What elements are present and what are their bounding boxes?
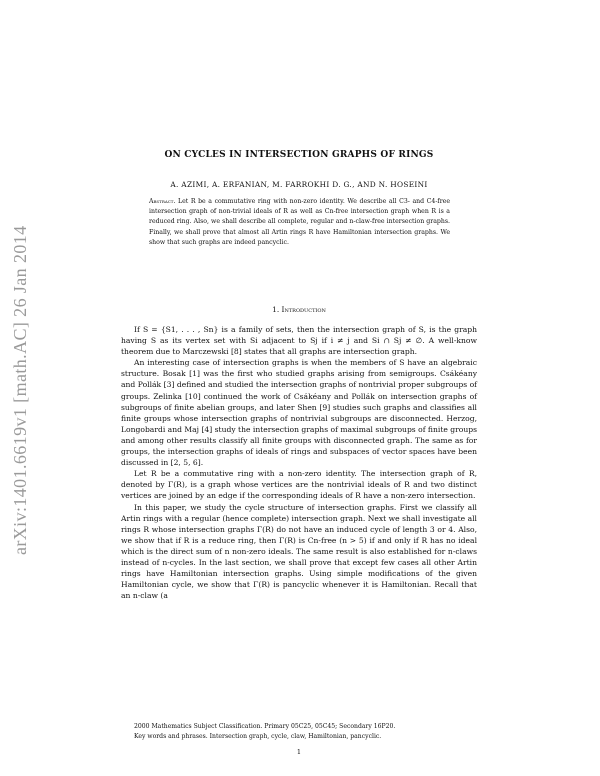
section-number: 1.	[272, 305, 280, 314]
paragraph: Let R be a commutative ring with a non-zero identity. The intersection graph of R, denoted by Γ(R), is a graph whose vertices are the nontrivial ideals of R and two distinct vertices are joined by an edge if the corresponding ideals of R have a non-zero intersection.	[121, 469, 477, 501]
page-number: 1	[296, 748, 302, 756]
abstract	[149, 197, 450, 248]
abstract-label: Abstract.	[149, 198, 176, 205]
paragraph: If S = {S1, . . . , Sn} is a family of sets, then the intersection graph of S, is the graph having S as its vertex set with Si adjacent to Sj if i ≠ j and Si ∩ Sj ≠ ∅. A well-know theorem due to Marczewski [8] states that all graphs are intersection graph.	[121, 325, 477, 357]
paper-title: ON CYCLES IN INTERSECTION GRAPHS OF RINGS	[164, 150, 434, 160]
footnotes	[121, 722, 477, 741]
arxiv-identifier-stamp: arXiv:1401.6619v1 [math.AC] 26 Jan 2014	[10, 225, 30, 555]
paragraph: An interesting case of intersection graphs is when the members of S have an algebraic structure. Bosak [1] was the first who studied graphs arising from semigroups. Csákéany and Pollák [3] defined and studied the intersection graphs of nontrivial proper subgroups of groups. Zelinka [10] continued the work of Csákéany and Pollák on intersection graphs of subgroups of finite abelian groups, and later Shen [9] studies such graphs and classifies all finite groups whose intersection graphs of nontrivial subgroups are disconnected. Herzog, Longobardi and Maj [4] study the intersection graphs of maximal subgroups of finite groups and among other results classify all finite groups with disconnected graph. The same as for groups, the intersection graphs of ideals of rings and subspaces of vector spaces have been discussed in [2, 5, 6].	[121, 358, 477, 468]
paper-authors: A. AZIMI, A. ERFANIAN, M. FARROKHI D. G., AND N. HOSEINI	[170, 180, 428, 189]
msc-classification-footnote: 2000 Mathematics Subject Classification. Primary 05C25, 05C45; Secondary 16P20.	[134, 723, 396, 730]
section-heading	[121, 305, 477, 314]
section-title: Introduction	[281, 305, 326, 314]
paragraph: In this paper, we study the cycle structure of intersection graphs. First we classify all Artin rings with a regular (hence complete) intersection graph. Next we shall investigate all rings R whose intersection graphs Γ(R) do not have an induced cycle of length 3 or 4. Also, we show that if R is a reduce ring, then Γ(R) is Cn-free (n > 5) if and only if R has no ideal which is the direct sum of n non-zero ideals. The same result is also established for n-claws instead of n-cycles. In the last section, we shall prove that except few cases all other Artin rings have Hamiltonian intersection graphs. Using simple modifications of the given Hamiltonian cycle, we show that Γ(R) is pancyclic whenever it is Hamiltonian. Recall that an n-claw (a	[121, 502, 477, 601]
abstract-text: Let R be a commutative ring with non-zero identity. We describe all C3- and C4-free intersection graph of non-trivial ideals of R as well as Cn-free intersection graph when R is a reduced ring. Also, we shall describe all complete, regular and n-claw-free intersection graphs. Finally, we shall prove that almost all Artin rings R have Hamiltonian intersection graphs. We show that such graphs are indeed pancyclic.	[149, 198, 451, 246]
section-body	[121, 324, 477, 601]
keywords-footnote: Key words and phrases. Intersection graph, cycle, claw, Hamiltonian, pancyclic.	[134, 732, 382, 740]
